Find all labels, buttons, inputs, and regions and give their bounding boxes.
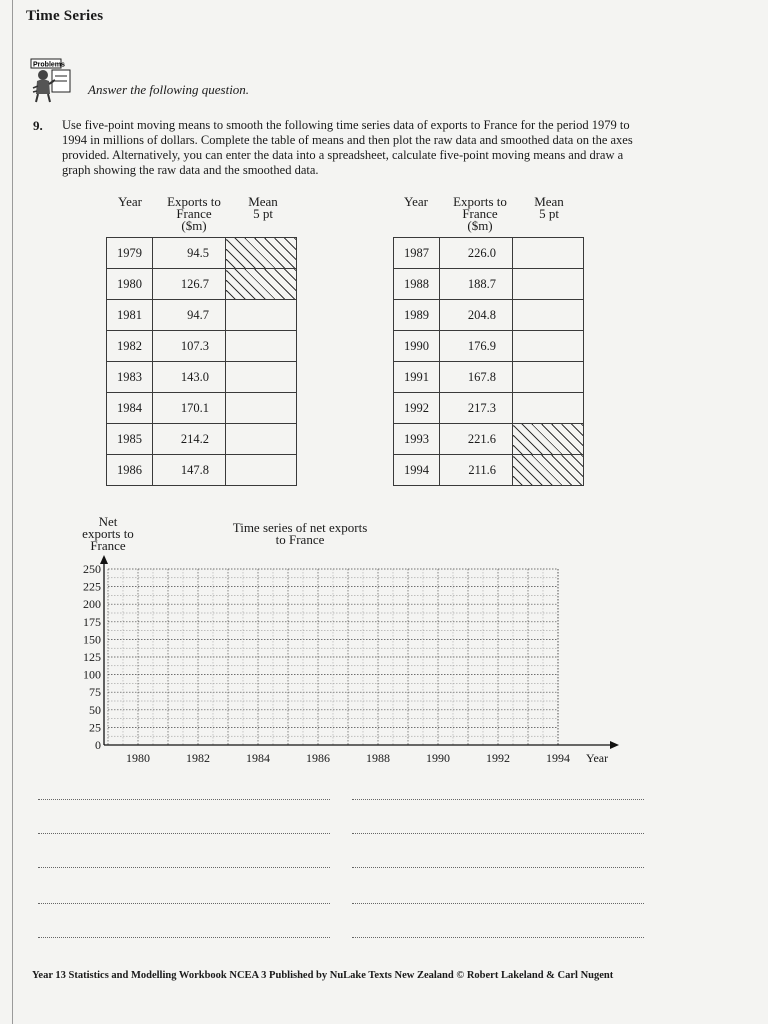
table-row: 1993 221.6 [394, 424, 584, 455]
table-row: 1984 170.1 [107, 393, 297, 424]
table-row: 1991 167.8 [394, 362, 584, 393]
y-tick-label: 25 [89, 720, 101, 735]
right-exports-header: Exports to France ($m) [453, 194, 507, 233]
table-row: 1986 147.8 [107, 455, 297, 486]
y-tick-label: 75 [89, 685, 101, 700]
answer-line[interactable] [38, 833, 330, 834]
table-row: 1983 143.0 [107, 362, 297, 393]
y-tick-label: 200 [83, 597, 101, 612]
table-row: 1990 176.9 [394, 331, 584, 362]
answer-line[interactable] [38, 867, 330, 868]
chart-title: Time series of net exports to France [232, 520, 368, 547]
x-tick-label: 1986 [306, 751, 330, 765]
x-tick-label: 1980 [126, 751, 150, 765]
y-tick-label: 100 [83, 667, 101, 682]
instruction-text: Answer the following question. [88, 82, 250, 97]
table-row: 1987 226.0 [394, 238, 584, 269]
table-row: 1981 94.7 [107, 300, 297, 331]
answer-line[interactable] [38, 799, 330, 800]
x-tick-label: 1990 [426, 751, 450, 765]
table-row: 1989 204.8 [394, 300, 584, 331]
table-row: 1985 214.2 [107, 424, 297, 455]
y-tick-label: 150 [83, 632, 101, 647]
table-row: 1992 217.3 [394, 393, 584, 424]
x-tick-label: 1988 [366, 751, 390, 765]
y-tick-label: 0 [95, 738, 101, 752]
section-title: Time Series [26, 8, 104, 24]
table-row: 1982 107.3 [107, 331, 297, 362]
left-exports-header: Exports to France ($m) [167, 194, 221, 233]
problems-icon-text: Problems [33, 61, 65, 69]
y-tick-label: 250 [83, 562, 101, 576]
y-axis-arrow-icon [100, 555, 108, 564]
table-row: 1980 126.7 [107, 269, 297, 300]
left-year-header: Year [118, 194, 142, 209]
x-axis-label: Year [586, 751, 609, 765]
answer-line[interactable] [352, 937, 644, 938]
chart-ylabel: Net exports to France [82, 514, 134, 553]
x-tick-label: 1984 [246, 751, 270, 765]
answer-line[interactable] [352, 903, 644, 904]
y-tick-label: 50 [89, 702, 101, 717]
y-tick-label: 175 [83, 614, 101, 629]
table-row: 1979 94.5 [107, 238, 297, 269]
y-tick-label: 125 [83, 650, 101, 664]
table-row: 1988 188.7 [394, 269, 584, 300]
table-row: 1994 211.6 [394, 455, 584, 486]
answer-line[interactable] [352, 867, 644, 868]
question-number: 9. [33, 118, 43, 133]
y-tick-label: 225 [83, 579, 101, 594]
x-tick-label: 1992 [486, 751, 510, 765]
question-text: Use five-point moving means to smooth the following time series data of exports to France for the period 1979 to 1994 in millions of dollars. Complete the table of means and then plot the raw data and smoothed data on the axes provided. Alternatively, you can enter the data into a spreadsheet, calculate five-point moving means and draw a graph showing the raw data and the smoothed data. [62, 118, 633, 177]
x-tick-label: 1994 [546, 751, 570, 765]
answer-line[interactable] [38, 937, 330, 938]
right-mean-header: Mean 5 pt [534, 194, 564, 221]
answer-line[interactable] [352, 833, 644, 834]
right-year-header: Year [404, 194, 428, 209]
x-tick-label: 1982 [186, 751, 210, 765]
answer-line[interactable] [352, 799, 644, 800]
left-mean-header: Mean 5 pt [248, 194, 278, 221]
footer-text: Year 13 Statistics and Modelling Workbook NCEA 3 Published by NuLake Texts New Zealand © Robert Lakeland & Carl Nugent [32, 970, 614, 981]
x-axis-arrow-icon [610, 741, 619, 749]
answer-line[interactable] [38, 903, 330, 904]
